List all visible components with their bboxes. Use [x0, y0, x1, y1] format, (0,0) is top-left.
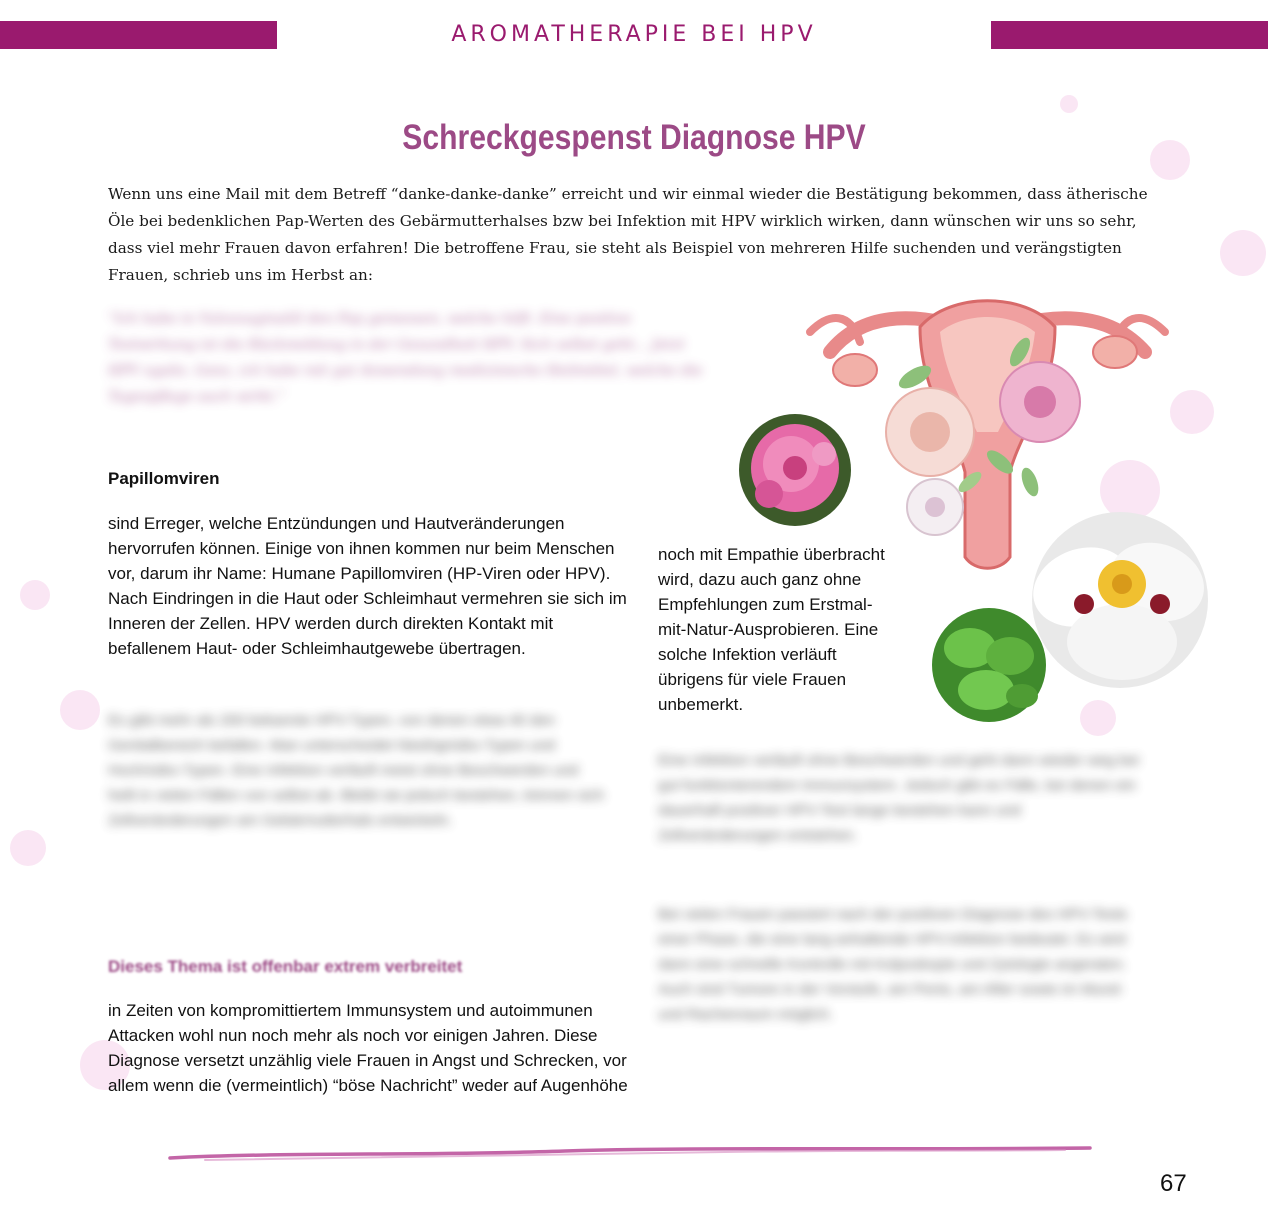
section-heading-verbreitet: Dieses Thema ist offenbar extrem verbreitet — [108, 957, 463, 976]
blurred-text-right-1: Eine Infektion verläuft ohne Beschwerden und geht dann wieder weg bei gut funktionierendem Immunsystem. Jedoch gibt es Fälle, bei denen ein dauerhaft positiver HPV-Test lange bestehen kann und Zellveränderungen entstehen. — [658, 752, 1140, 844]
mint-leaves-photo — [932, 608, 1046, 722]
decor-dot — [1060, 95, 1078, 113]
right-column-text: noch mit Empathie überbracht wird, dazu auch ganz ohne Empfehlungen zum Erstmal-mit-Natur-Ausprobieren. Eine solche Infektion verläuft übrigens für viele Frauen unbemerkt. — [658, 545, 885, 714]
page-title: Schreckgespenst Diagnose HPV — [402, 118, 866, 157]
intro-paragraph: Wenn uns eine Mail mit dem Betreff “danke-danke-danke” erreicht und wir einmal wieder die Bestätigung bekommen, dass ätherische Öle bei bedenklichen Pap-Werten des Gebärmutterhalses bzw bei Infektion mit HPV wirklich wirken, dann wünschen wir uns so sehr, dass viel mehr Frauen davon erfahren! Die betroffene Frau, sie steht als Beispiel von mehreren Hilfe suchenden und verängstigten Frauen, schrieb uns im Herbst an: — [108, 185, 1148, 284]
header-title: AROMATHERAPIE BEI HPV — [451, 22, 817, 47]
decor-dot — [1220, 230, 1266, 276]
decor-dot — [10, 830, 46, 866]
decor-dot — [60, 690, 100, 730]
white-flower-photo — [1032, 512, 1208, 688]
section-text-verbreitet: in Zeiten von kompromittiertem Immunsystem und autoimmunen Attacken wohl nun noch mehr als noch vor einigen Jahren. Diese Diagnose versetzt unzählig viele Frauen in Angst und Schrecken, vor allem wenn die (vermeintlich) “böse Nachricht” weder auf Augenhöhe — [108, 1001, 628, 1095]
pink-rose-photo — [739, 414, 851, 526]
blurred-text-left: Es gibt mehr als 200 bekannte HPV-Typen, von denen etwa 40 den Genitalbereich befallen. Man unterscheidet Niedrigrisiko-Typen und Hochrisiko-Typen. Eine Infektion verläuft meist ohne Beschwerden und heilt in vielen Fällen von selbst ab. Bleibt sie jedoch bestehen, können sich Zellveränderungen am Gebärmutterhals entwickeln. — [108, 712, 605, 829]
section-heading-papillomviren: Papillomviren — [108, 469, 220, 488]
decor-dot — [1080, 700, 1116, 736]
decor-dot — [20, 580, 50, 610]
section-text-papillomviren: sind Erreger, welche Entzündungen und Hautveränderungen hervorrufen können. Einige von ihnen kommen nur beim Menschen vor, darum ihr Name: Humane Papillomviren (HP-Viren oder HPV). Nach Eindringen in die Haut oder Schleimhaut vermehren sie sich im Inneren der Zellen. HPV werden durch direkten Kontakt mit befallenem Haut- oder Schleimhautgewebe übertragen. — [108, 514, 627, 658]
page-number: 67 — [1160, 1170, 1187, 1197]
blurred-text-right-2: Bei vielen Frauen passiert nach der positiven Diagnose des HPV-Tests einer Phase, die eine lang anhaltende HPV-Infektion bedeutet. Es wird dann eine schnelle Kontrolle mit Kolposkopie und Zytologie angeraten. Auch sind Tumore in der Vorstufe, am Penis, am After sowie im Mund- und Rachenraum möglich. — [658, 906, 1128, 1023]
blurred-quote: “Ich habe in Vulvovaginalöl den Pap gemessen, welche hilft. Eine positive Testwirkung ist die Rückmeldung in der Gesundheit HPV. Sich selbst geht... Jetzt HPV egalis. Ganz, ich habe mit gut Anwendung medizinische Heilmittel, welche die Tagespflege auch wirkt.” — [108, 311, 703, 405]
brush-divider — [165, 1138, 1095, 1168]
